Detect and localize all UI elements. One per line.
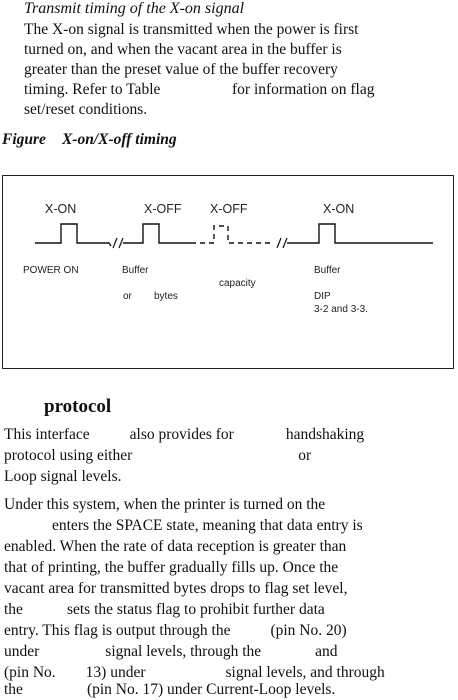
para1-line-3: Loop signal levels. [4,468,122,485]
waveform-segment-1 [35,224,111,246]
section-title: protocol [44,396,112,417]
note-capacity: capacity [219,278,256,289]
para2-line-6: the sets the status flag to prohibit further data [4,601,325,618]
note-buffer-right: Buffer [314,265,341,276]
note-power-on: POWER ON [23,265,79,276]
note-dip: DIP [314,291,331,302]
waveform-segment-2 [123,224,191,243]
label-xon-1: X-ON [45,202,77,216]
para2-line-1: Under this system, when the printer is turned on the [4,496,326,513]
break-mark-2 [277,238,287,248]
label-xon-2: X-ON [323,202,355,216]
para2-line-5: vacant area for transmitted bytes drops to flag set level, [4,580,348,597]
para2-line-2: enters the SPACE state, meaning that data entry is [52,517,363,534]
intro-line-3: greater than the preset value of the buffer recovery [24,61,338,78]
intro-line-4a: timing. Refer to Table [24,81,161,98]
para2-line-4: that of printing, the buffer gradually fills up. Once the [4,559,339,576]
subheading: Transmit timing of the X-on signal [24,0,245,17]
break-mark-1 [113,238,123,248]
para2-line-10: the (pin No. 17) under Current-Loop levels. [4,681,336,698]
para2-line-3: enabled. When the rate of data reception is greater than [4,538,347,555]
label-xoff-1: X-OFF [144,202,182,216]
para1-line-2: protocol using either or [4,447,312,464]
label-xoff-2: X-OFF [210,202,248,216]
figure-label: Figure [2,131,46,148]
waveform-segment-3 [287,224,433,243]
intro-line-4b: for information on flag [232,81,375,98]
intro-line-5: set/reset conditions. [24,101,148,118]
para2-line-9: (pin No. 13) under signal levels, and through [4,664,385,681]
note-bytes: bytes [154,291,178,302]
para2-line-7: entry. This flag is output through the (pin No. 20) [4,622,347,639]
note-buffer-left: Buffer [122,265,149,276]
intro-line-1: The X-on signal is transmitted when the power is first [24,21,359,38]
figure-caption [2,131,177,149]
intro-line-2: turned on, and when the vacant area in the buffer is [24,41,342,58]
timing-diagram [2,175,454,369]
note-dip-detail: 3-2 and 3-3. [314,304,368,315]
note-or: or [123,291,132,302]
para1-line-1: This interface also provides for handshaking [4,426,365,443]
figure-title: X-on/X-off timing [61,131,177,148]
para2-line-8: under signal levels, through the and [4,643,338,660]
waveform-dashed [191,226,273,243]
